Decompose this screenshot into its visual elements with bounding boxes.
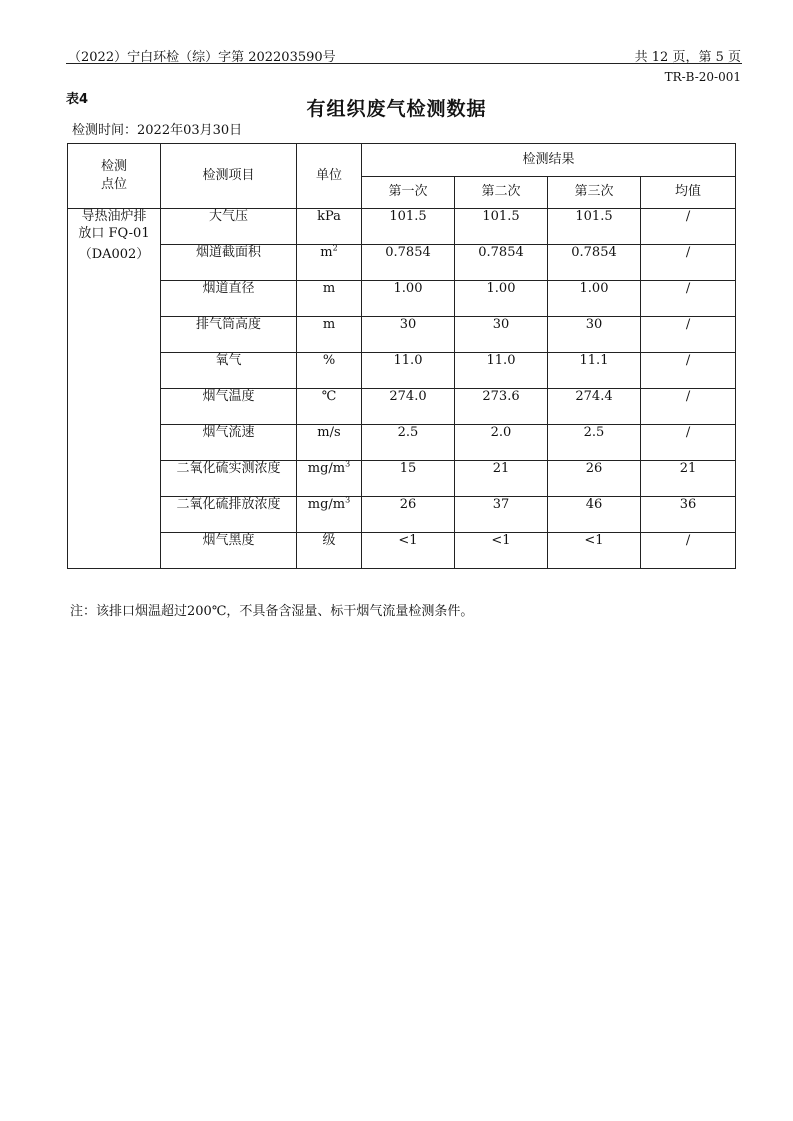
table-row xyxy=(68,497,736,533)
sampling-site xyxy=(68,209,161,569)
header-unit: 单位 xyxy=(297,144,362,209)
unit-text: mg/m xyxy=(307,497,346,512)
run1-cell: <1 xyxy=(362,533,455,569)
unit-cell xyxy=(297,353,362,389)
unit-cell xyxy=(297,245,362,281)
header-site-line1: 检测 xyxy=(100,159,127,174)
unit-cell xyxy=(297,317,362,353)
avg-cell: / xyxy=(641,389,736,425)
run1-cell: 11.0 xyxy=(362,353,455,389)
unit-text: m xyxy=(322,317,336,332)
run2-cell: 2.0 xyxy=(455,425,548,461)
unit-text: m/s xyxy=(317,425,341,440)
report-number: （2022）宁白环检（综）字第 202203590号 xyxy=(68,50,336,65)
run2-cell: 273.6 xyxy=(455,389,548,425)
avg-cell: / xyxy=(641,425,736,461)
item-cell: 氧气 xyxy=(161,353,297,389)
unit-superscript: 3 xyxy=(345,495,351,505)
run1-cell: 0.7854 xyxy=(362,245,455,281)
avg-cell: / xyxy=(641,245,736,281)
run3-cell: 26 xyxy=(548,461,641,497)
unit-text: m xyxy=(320,245,333,260)
emission-data-table xyxy=(67,143,736,569)
run1-cell: 30 xyxy=(362,317,455,353)
table-row xyxy=(68,425,736,461)
header-divider xyxy=(66,63,742,64)
run3-cell: 30 xyxy=(548,317,641,353)
header-run1: 第一次 xyxy=(362,177,455,209)
run3-cell: 101.5 xyxy=(548,209,641,245)
run3-cell: 1.00 xyxy=(548,281,641,317)
run1-cell: 1.00 xyxy=(362,281,455,317)
unit-text: ℃ xyxy=(321,389,337,404)
run2-cell: 1.00 xyxy=(455,281,548,317)
avg-cell: 36 xyxy=(641,497,736,533)
run2-cell: 11.0 xyxy=(455,353,548,389)
unit-cell xyxy=(297,389,362,425)
unit-cell xyxy=(297,497,362,533)
header-run3: 第三次 xyxy=(548,177,641,209)
header-results: 检测结果 xyxy=(362,144,736,177)
run1-cell: 15 xyxy=(362,461,455,497)
unit-cell xyxy=(297,209,362,245)
avg-cell: / xyxy=(641,281,736,317)
run2-cell: 21 xyxy=(455,461,548,497)
table-row xyxy=(68,209,736,245)
unit-superscript: 2 xyxy=(332,243,338,253)
unit-text: mg/m xyxy=(307,461,346,476)
page-info: 共 12 页，第 5 页 xyxy=(634,50,741,65)
avg-cell: 21 xyxy=(641,461,736,497)
table-row xyxy=(68,353,736,389)
sampling-site-line1: 导热油炉排 xyxy=(81,209,147,224)
table-row xyxy=(68,461,736,497)
run2-cell: <1 xyxy=(455,533,548,569)
run3-cell: 46 xyxy=(548,497,641,533)
item-cell: 烟气黑度 xyxy=(161,533,297,569)
run1-cell: 101.5 xyxy=(362,209,455,245)
page-title: 有组织废气检测数据 xyxy=(306,98,487,120)
item-cell: 烟道截面积 xyxy=(161,245,297,281)
table-row xyxy=(68,245,736,281)
table-row xyxy=(68,317,736,353)
unit-text: m xyxy=(322,281,336,296)
header-run2: 第二次 xyxy=(455,177,548,209)
unit-superscript: 3 xyxy=(345,459,351,469)
run2-cell: 37 xyxy=(455,497,548,533)
avg-cell: / xyxy=(641,209,736,245)
avg-cell: / xyxy=(641,353,736,389)
unit-text: % xyxy=(322,353,336,368)
item-cell: 烟气温度 xyxy=(161,389,297,425)
run1-cell: 26 xyxy=(362,497,455,533)
unit-text: 级 xyxy=(322,533,336,548)
header-site-line2: 点位 xyxy=(100,177,127,192)
run1-cell: 274.0 xyxy=(362,389,455,425)
table-row xyxy=(68,389,736,425)
table-row xyxy=(68,533,736,569)
item-cell: 二氧化硫排放浓度 xyxy=(161,497,297,533)
unit-cell xyxy=(297,533,362,569)
item-cell: 排气筒高度 xyxy=(161,317,297,353)
document-code: TR-B-20-001 xyxy=(664,70,741,84)
item-cell: 烟气流速 xyxy=(161,425,297,461)
avg-cell: / xyxy=(641,533,736,569)
run2-cell: 30 xyxy=(455,317,548,353)
unit-cell xyxy=(297,461,362,497)
table-label: 表4 xyxy=(66,92,89,107)
footnote: 注：该排口烟温超过200℃，不具备含湿量、标干烟气流量检测条件。 xyxy=(70,604,474,619)
unit-cell xyxy=(297,425,362,461)
item-cell: 大气压 xyxy=(161,209,297,245)
header-row-1 xyxy=(68,144,736,177)
unit-cell xyxy=(297,281,362,317)
run2-cell: 0.7854 xyxy=(455,245,548,281)
item-cell: 二氧化硫实测浓度 xyxy=(161,461,297,497)
run2-cell: 101.5 xyxy=(455,209,548,245)
item-cell: 烟道直径 xyxy=(161,281,297,317)
table-row xyxy=(68,281,736,317)
run3-cell: 274.4 xyxy=(548,389,641,425)
sampling-site-line2: 放口 FQ-01 xyxy=(78,225,150,241)
run1-cell: 2.5 xyxy=(362,425,455,461)
run3-cell: 0.7854 xyxy=(548,245,641,281)
run3-cell: 2.5 xyxy=(548,425,641,461)
header-avg: 均值 xyxy=(641,177,736,209)
sampling-site-line3: （DA002） xyxy=(78,246,150,262)
unit-text: kPa xyxy=(317,209,341,224)
avg-cell: / xyxy=(641,317,736,353)
run3-cell: 11.1 xyxy=(548,353,641,389)
header-item: 检测项目 xyxy=(161,144,297,209)
header-site xyxy=(68,144,161,209)
test-time: 检测时间：2022年03月30日 xyxy=(72,123,243,138)
run3-cell: <1 xyxy=(548,533,641,569)
